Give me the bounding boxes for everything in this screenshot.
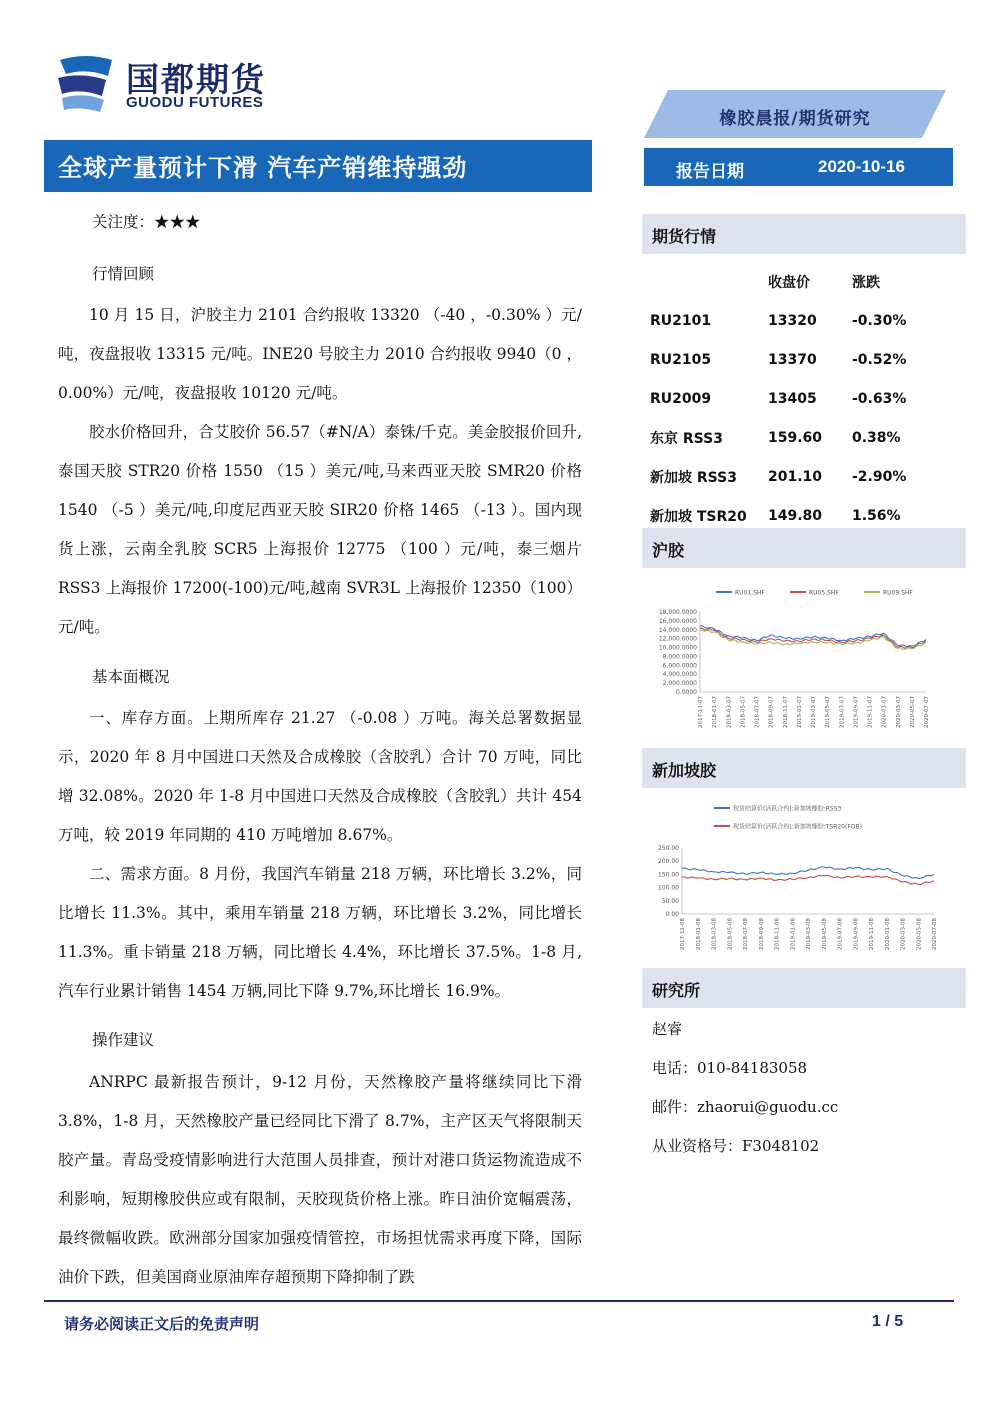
col-change: 涨跌 [852, 274, 880, 291]
x-tick-label: 2019-05-08 [821, 918, 828, 950]
x-tick-label: 2020-01-07 [881, 696, 888, 728]
x-tick-label: 2019-11-07 [867, 696, 874, 728]
x-tick-label: 2019-03-08 [806, 918, 812, 950]
table-row [650, 418, 966, 457]
report-type: 橡胶晨报/期货研究 [719, 109, 871, 129]
contract-name: 东京 RSS3 [650, 430, 723, 447]
table-header-row [650, 262, 966, 301]
close-price: 13405 [768, 390, 817, 407]
analyst-name: 赵睿 [652, 1020, 683, 1038]
y-tick-label: 50.00 [661, 897, 679, 905]
x-tick-label: 2019-11-08 [869, 918, 875, 950]
logo-text-en: GUODU FUTURES [126, 94, 264, 111]
x-tick-label: 2020-07-07 [924, 696, 930, 728]
x-tick-label: 2020-03-07 [895, 696, 902, 728]
legend-label: 现货结算价(活跃合约):新加坡橡胶:TSR20(FOB) [733, 823, 862, 831]
x-tick-label: 2018-09-08 [758, 918, 765, 950]
attention-rating: 关注度：★★★ [92, 213, 201, 231]
x-tick-label: 2018-03-08 [711, 918, 718, 950]
section-heading-market-review: 行情回顾 [92, 265, 155, 283]
change-pct: -0.52% [852, 351, 907, 368]
change-pct: 1.56% [852, 507, 901, 524]
series-line [700, 628, 926, 648]
shfe-rubber-chart [642, 570, 966, 742]
footer-divider [44, 1300, 954, 1302]
contract-name: RU2009 [650, 390, 712, 407]
x-tick-label: 2018-11-08 [774, 918, 781, 950]
x-tick-label: 2019-01-08 [790, 918, 797, 950]
report-title: 全球产量预计下滑 汽车产销维持强劲 [58, 154, 468, 182]
change-pct: -0.30% [852, 312, 907, 329]
y-tick-label: 250.00 [658, 845, 679, 852]
table-row [650, 340, 966, 379]
contract-name: 新加坡 RSS3 [650, 469, 737, 486]
x-tick-label: 2018-07-08 [743, 918, 749, 950]
market-table [650, 262, 966, 535]
x-tick-label: 2020-05-08 [916, 918, 923, 950]
paragraph-suggestion: ANRPC 最新报告预计，9-12 月份，天然橡胶产量将继续同比下滑 3.8%，1-8 月，天然橡胶产量已经同比下滑了 8.7%，主产区天气将限制天胶产量。青岛受疫情影响进行大范围人员排查，预计对港口货运物流造成不利影响，短期橡胶供应或有限制，天胶现货价格上涨。昨日油价宽幅震荡，最终微幅收跌。欧洲部分国家加强疫情管控，市场担忧需求再度下降，国际油价下跌，但美国商业原油库存超预期下降抑制了跌 [58, 1073, 582, 1286]
y-tick-label: 0.0000 [676, 689, 697, 696]
x-tick-label: 2017-11-08 [680, 918, 686, 950]
change-pct: 0.38% [852, 429, 901, 446]
x-tick-label: 2019-09-07 [853, 696, 860, 728]
paragraph-spot-prices: 胶水价格回升，合艾胶价 56.57（#N/A）泰铢/千克。美金胶报价回升,泰国天胶 STR20 价格 1550 （15 ）美元/吨,马来西亚天胶 SMR20 价格 1540 （-5 ）美元/吨,印度尼西亚天胶 SIR20 价格 1465 （-13 ）。国内现货上涨，云南全乳胶 SCR5 上海报价 12775 （100 ）元/吨，泰三烟片 RSS3 上海报价 17200(-100)元/吨,越南 SVR3L 上海报价 12350（100） 元/吨。 [58, 423, 582, 636]
chart1-heading-bg [642, 528, 966, 568]
contract-name: RU2105 [650, 351, 712, 368]
y-tick-label: 10,000.0000 [658, 644, 697, 652]
x-tick-label: 2018-05-07 [740, 696, 747, 728]
y-tick-label: 8,000.0000 [662, 653, 697, 661]
series-line [682, 875, 934, 884]
paragraph-futures-close: 10 月 15 日，沪胶主力 2101 合约报收 13320 （-40 ，-0.30% ）元/吨，夜盘报收 13315 元/吨。INE20 号胶主力 2010 合约报收 9940（0 ，0.00%）元/吨，夜盘报收 10120 元/吨。 [58, 306, 582, 402]
analyst-license: 从业资格号：F3048102 [652, 1137, 820, 1155]
y-tick-label: 12,000.0000 [658, 635, 697, 643]
y-tick-label: 2,000.0000 [662, 680, 697, 688]
change-pct: -0.63% [852, 390, 907, 407]
logo-text-cn: 国都期货 [126, 60, 266, 99]
close-price: 159.60 [768, 429, 823, 446]
y-tick-label: 0.00 [665, 911, 679, 918]
y-tick-label: 4,000.0000 [662, 671, 697, 679]
market-heading: 期货行情 [652, 227, 717, 246]
paragraph-demand: 二、需求方面。8 月份，我国汽车销量 218 万辆，环比增长 3.2%，同比增长 11.3%。其中，乘用车销量 218 万辆，环比增长 3.2%，同比增长 11.3%。重卡销量 218 万辆，同比增长 4.4%，环比增长 37.5%。1-8 月,汽车行业累计销售 1454 万辆,同比下降 9.7%,环比增长 16.9%。 [58, 865, 582, 1000]
analyst-phone: 电话：010-84183058 [652, 1059, 808, 1077]
legend-label: RU01.SHF [735, 589, 765, 597]
series-line [682, 867, 934, 879]
x-tick-label: 2018-01-07 [712, 696, 719, 728]
x-tick-label: 2018-05-08 [727, 918, 734, 950]
x-tick-label: 2019-09-08 [853, 918, 860, 950]
x-tick-label: 2019-05-07 [825, 696, 832, 728]
contract-name: 新加坡 TSR20 [650, 508, 747, 525]
close-price: 149.80 [768, 507, 823, 524]
x-tick-label: 2018-07-07 [754, 696, 761, 728]
y-tick-label: 18,000.0000 [658, 609, 697, 616]
legend-label: RU05.SHF [809, 589, 839, 597]
table-row [650, 301, 966, 340]
col-close: 收盘价 [768, 274, 810, 291]
analyst-email[interactable]: 邮件：zhaorui@guodu.cc [652, 1098, 839, 1116]
y-tick-label: 200.00 [658, 858, 679, 866]
singapore-rubber-chart [642, 792, 966, 964]
x-tick-label: 2018-01-08 [695, 918, 702, 950]
table-row [650, 457, 966, 496]
paragraph-inventory: 一、库存方面。上期所库存 21.27 （-0.08 ）万吨。海关总署数据显示，2020 年 8 月中国进口天然及合成橡胶（含胶乳）合计 70 万吨，同比增 32.08%。2020 年 1-8 月中国进口天然及合成橡胶（含胶乳）共计 454 万吨，较 2019 年同期的 410 万吨增加 8.67%。 [58, 709, 582, 844]
x-tick-label: 2018-09-07 [768, 696, 775, 728]
x-tick-label: 2019-03-07 [811, 696, 817, 728]
research-heading: 研究所 [652, 981, 701, 1000]
x-tick-label: 2019-07-08 [837, 918, 844, 950]
y-tick-label: 150.00 [658, 871, 679, 879]
x-tick-label: 2020-05-07 [909, 696, 916, 728]
x-tick-label: 2019-01-07 [796, 696, 803, 728]
disclaimer-notice[interactable]: 请务必阅读正文后的免责声明 [64, 1315, 260, 1333]
close-price: 13370 [768, 351, 817, 368]
x-tick-label: 2020-01-08 [884, 918, 891, 950]
x-tick-label: 2017-11-07 [698, 696, 704, 728]
y-tick-label: 16,000.0000 [658, 617, 697, 625]
section-heading-fundamentals: 基本面概况 [92, 668, 170, 686]
section-heading-suggestion: 操作建议 [92, 1031, 155, 1049]
report-date: 2020-10-16 [818, 157, 905, 176]
chart1-heading: 沪胶 [652, 541, 685, 560]
page-number: 1 / 5 [872, 1313, 904, 1330]
change-pct: -2.90% [852, 468, 907, 485]
x-tick-label: 2020-07-08 [932, 918, 938, 950]
x-tick-label: 2019-07-07 [839, 696, 846, 728]
x-tick-label: 2018-03-07 [726, 696, 733, 728]
legend-label: 现货结算价(活跃合约):新加坡橡胶:RSS3 [733, 805, 842, 813]
y-tick-label: 6,000.0000 [662, 662, 697, 670]
guodu-logo-icon [52, 52, 120, 114]
table-row [650, 379, 966, 418]
contract-name: RU2101 [650, 312, 712, 329]
legend-label: RU09.SHF [883, 589, 913, 597]
close-price: 201.10 [768, 468, 823, 485]
x-tick-label: 2020-03-08 [900, 918, 907, 950]
y-tick-label: 14,000.0000 [658, 626, 697, 634]
close-price: 13320 [768, 312, 817, 329]
date-label: 报告日期 [676, 162, 744, 182]
x-tick-label: 2018-11-07 [782, 696, 789, 728]
y-tick-label: 100.00 [658, 884, 679, 892]
chart2-heading: 新加坡胶 [652, 761, 717, 780]
